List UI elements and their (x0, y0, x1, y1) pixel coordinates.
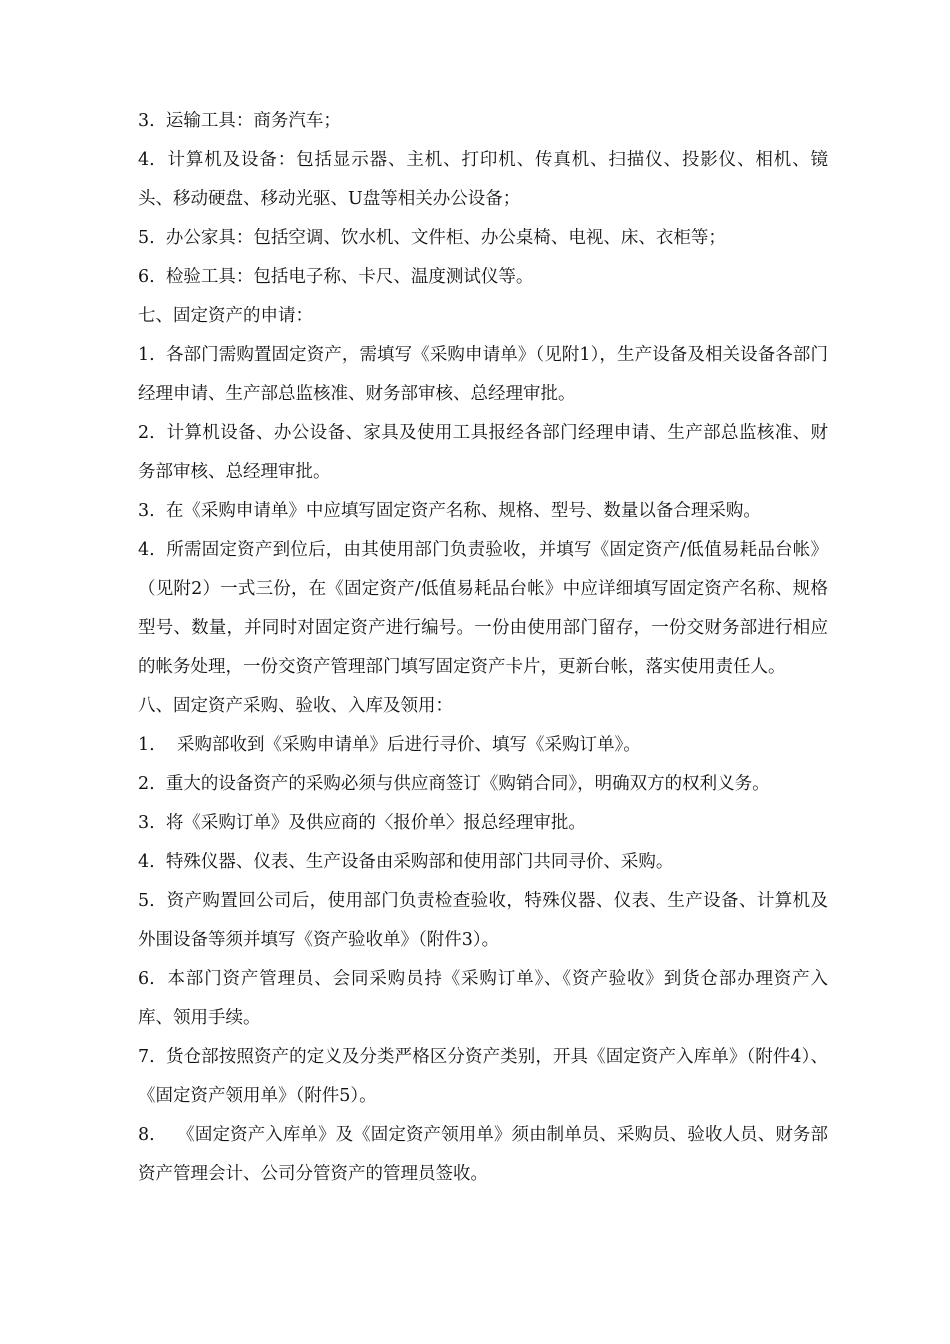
paragraph-apply-1: 1. 各部门需购置固定资产，需填写《采购申请单》（见附1），生产设备及相关设备各部门经理申请、生产部总监核准、财务部审核、总经理审批。 (138, 345, 828, 404)
paragraph-item-3: 3. 运输工具：商务汽车； (138, 111, 341, 131)
paragraph-purchase-8: 8. 《固定资产入库单》及《固定资产领用单》须由制单员、采购员、验收人员、财务部资产管理会计、公司分管资产的管理员签收。 (138, 1125, 828, 1184)
paragraph-apply-2: 2. 计算机设备、办公设备、家具及使用工具报经各部门经理申请、生产部总监核准、财务部审核、总经理审批。 (138, 423, 828, 482)
paragraph-apply-4: 4. 所需固定资产到位后，由其使用部门负责验收，并填写《固定资产/低值易耗品台帐》（见附2）一式三份，在《固定资产/低值易耗品台帐》中应详细填写固定资产名称、规格型号、数量，并同时对固定资产进行编号。一份由使用部门留存，一份交财务部进行相应的帐务处理，一份交资产管理部门填写固定资产卡片，更新台帐，落实使用责任人。 (138, 540, 828, 677)
paragraph-purchase-1: 1. 采购部收到《采购申请单》后进行寻价、填写《采购订单》。 (138, 735, 641, 755)
paragraph-purchase-2: 2. 重大的设备资产的采购必须与供应商签订《购销合同》，明确双方的权利义务。 (138, 774, 770, 794)
paragraph-purchase-4: 4. 特殊仪器、仪表、生产设备由采购部和使用部门共同寻价、采购。 (138, 852, 674, 872)
paragraph-purchase-7: 7. 货仓部按照资产的定义及分类严格区分资产类别，开具《固定资产入库单》（附件4）、《固定资产领用单》（附件5）。 (138, 1047, 828, 1106)
paragraph-purchase-3: 3. 将《采购订单》及供应商的〈报价单〉报总经理审批。 (138, 813, 586, 833)
paragraph-apply-3: 3. 在《采购申请单》中应填写固定资产名称、规格、型号、数量以备合理采购。 (138, 501, 761, 521)
paragraph-purchase-5: 5. 资产购置回公司后，使用部门负责检查验收，特殊仪器、仪表、生产设备、计算机及外围设备等须并填写《资产验收单》（附件3）。 (138, 891, 828, 950)
section-heading-8: 八、固定资产采购、验收、入库及领用： (138, 696, 453, 716)
section-heading-7: 七、固定资产的申请： (138, 306, 313, 326)
paragraph-purchase-6: 6. 本部门资产管理员、会同采购员持《采购订单》、《资产验收》到货仓部办理资产入库、领用手续。 (138, 969, 828, 1028)
paragraph-item-6: 6. 检验工具：包括电子称、卡尺、温度测试仪等。 (138, 267, 534, 287)
paragraph-item-4: 4. 计算机及设备：包括显示器、主机、打印机、传真机、扫描仪、投影仪、相机、镜头、移动硬盘、移动光驱、U盘等相关办公设备； (138, 150, 828, 209)
paragraph-item-5: 5. 办公家具：包括空调、饮水机、文件柜、办公桌椅、电视、床、衣柜等； (138, 228, 726, 248)
document-body (138, 102, 828, 1194)
